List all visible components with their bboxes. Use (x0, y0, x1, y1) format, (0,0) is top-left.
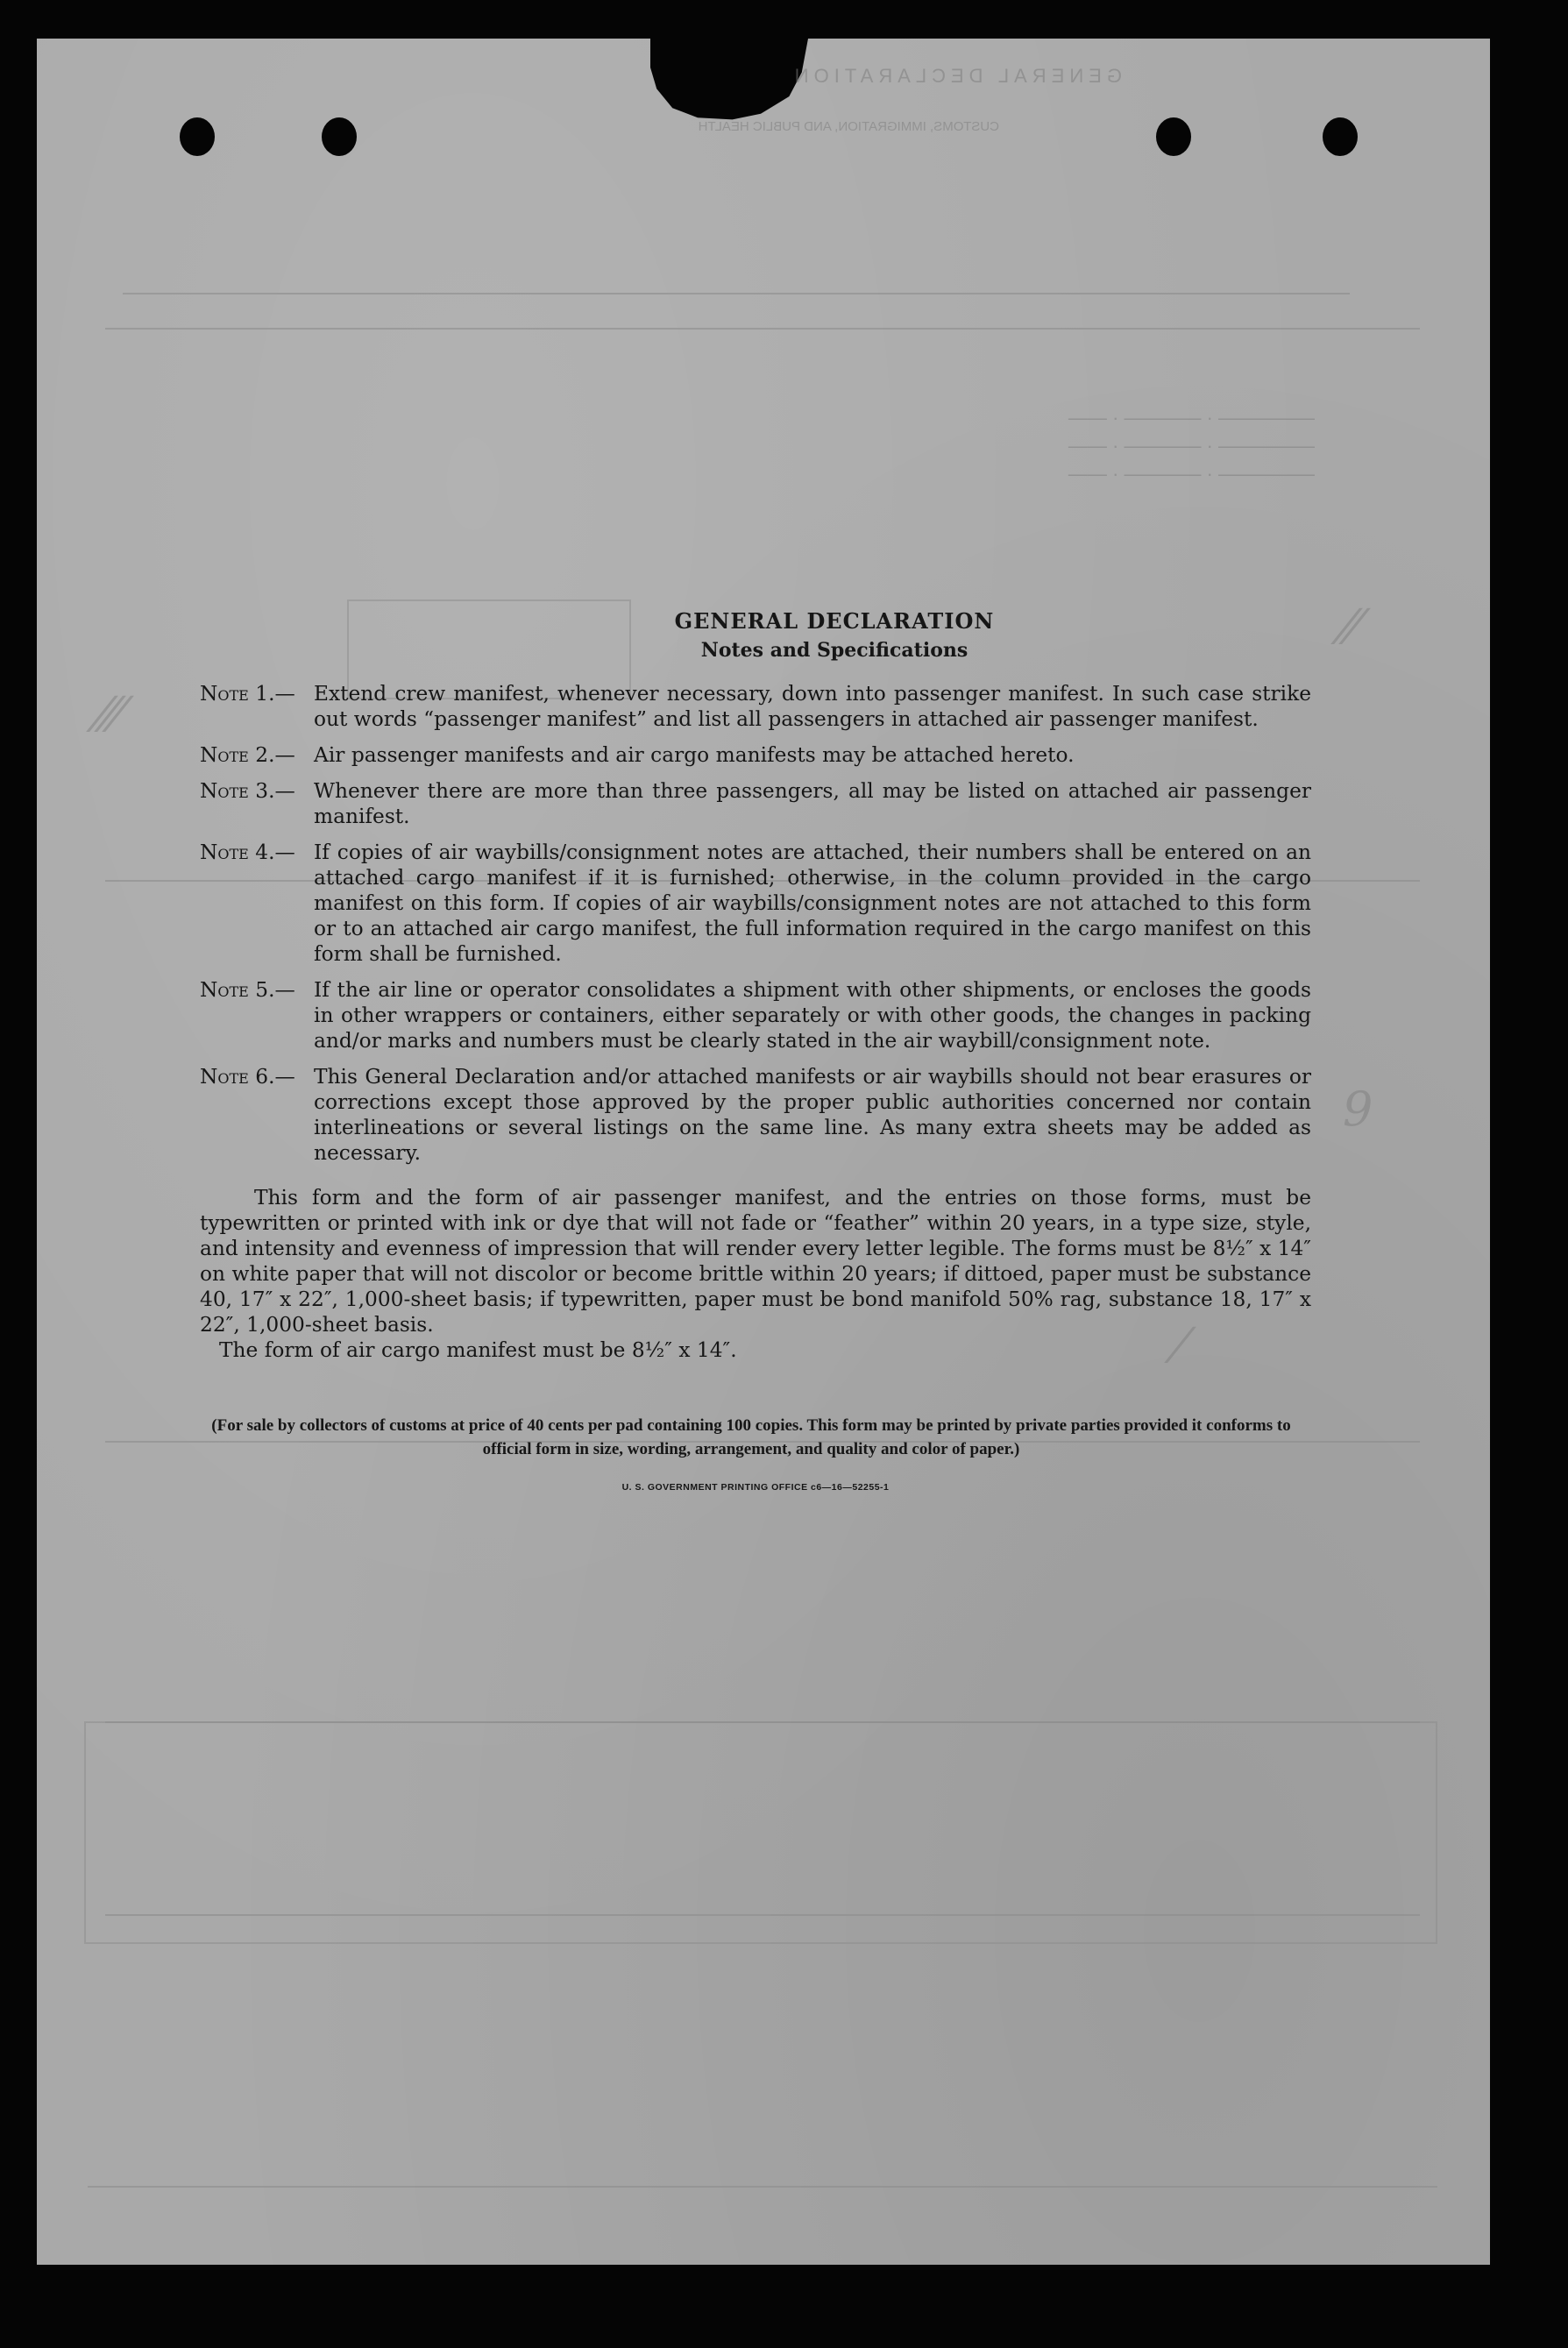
bleed-handwriting: ⁄⁄⁄ (98, 687, 123, 742)
note-text: If the air line or operator consolidates a shipment with other shipments, or encloses the goods in other wrappers or containers, either separately or with other goods, the changes in packing and/or marks and numbers must be clearly stated in the air waybill/consignment note. (314, 978, 1311, 1053)
bleed-handwriting: ⁄⁄ (1343, 599, 1359, 655)
note-6: Note 6.— This General Declaration and/or attached manifests or air waybills should not bear erasures or corrections except those approved by the proper public authorities concerned nor contain interlineations or several listings on the same line. As many extra sheets may be added as necessary. (200, 1065, 1311, 1165)
note-1: Note 1.— Extend crew manifest, whenever necessary, down into passenger manifest. In such case strike out words “passenger manifest” and list all passengers in attached air passenger manifest. (200, 682, 1311, 731)
note-text: Whenever there are more than three passengers, all may be listed on attached air passenger manifest. (314, 779, 1311, 828)
bleed-handwriting: 9 (1343, 1082, 1373, 1137)
note-4: Note 4.— If copies of air waybills/consignment notes are attached, their numbers shall be entered on an attached cargo manifest if it is furnished; otherwise, in the column provided in the cargo manifest on this form. If copies of air waybills/consignment notes are not attached to this form or to an attached air cargo manifest, the full information required in the cargo manifest on this form shall be furnished. (200, 841, 1311, 966)
document-subtitle: Notes and Specifications (700, 639, 968, 662)
note-label: Note 6. (200, 1065, 275, 1089)
note-text: If copies of air waybills/consignment notes are attached, their numbers shall be entered on an attached cargo manifest if it is furnished; otherwise, in the column provided in the cargo manifest on this form. If copies of air waybills/consignment notes are not attached to this form or to an attached air cargo manifest, the full information required in the cargo manifest on this form shall be furnished. (314, 841, 1311, 966)
note-2: Note 2.— Air passenger manifests and air cargo manifests may be attached hereto. (200, 742, 1311, 768)
general-declaration-notes (200, 608, 1311, 1493)
bleed-through: GENERAL DECLARATION CUSTOMS, IMMIGRATION, AND PUBLIC HEALTH ————— · ———— · —— ————— · ———— · —— ————— · ———— · —— (37, 39, 1490, 2265)
note-5: Note 5.— If the air line or operator consolidates a shipment with other shipments, or encloses the goods in other wrappers or containers, either separately or with other goods, the changes in packing and/or marks and numbers must be clearly stated in the air waybill/consignment note. (200, 978, 1311, 1053)
cargo-form-size-line: The form of air cargo manifest must be 8½″ x 14″. (219, 1338, 737, 1362)
bleed-handwriting: ⁄ (1176, 1318, 1185, 1373)
document-title: GENERAL DECLARATION (674, 608, 995, 634)
note-label: Note 1. (200, 682, 275, 706)
note-text: This General Declaration and/or attached manifests or air waybills should not bear erasures or corrections except those approved by the proper public authorities concerned nor contain interlineations or several listings on the same line. As many extra sheets may be added as necessary. (314, 1065, 1311, 1165)
note-label: Note 2. (200, 743, 275, 767)
form-requirements-paragraph: This form and the form of air passenger manifest, and the entries on those forms, must be typewritten or printed with ink or dye that will not fade or “feather” within 20 years, in a type size, style, and intensity and evenness of impression that will render every letter legible. The forms must be 8½″ x 14″ on white paper that will not discolor or become brittle within 20 years; if dittoed, paper must be substance 40, 17″ x 22″, 1,000-sheet basis; if typewritten, paper must be bond manifold 50% rag, substance 18, 17″ x 22″, 1,000-sheet basis. (200, 1186, 1311, 1337)
note-label: Note 4. (200, 841, 275, 864)
note-text: Extend crew manifest, whenever necessary, down into passenger manifest. In such case strike out words “passenger manifest” and list all passengers in attached air passenger manifest. (314, 682, 1311, 731)
printing-office-line: U. S. GOVERNMENT PRINTING OFFICE c6—16—52255-1 (621, 1482, 890, 1493)
sale-notice: (For sale by collectors of customs at price of 40 cents per pad containing 100 copies. This form may be printed by private parties provided it conforms to official form in size, wording, arrangement, and quality and color of paper.) (211, 1416, 1291, 1458)
note-label: Note 5. (200, 978, 275, 1002)
note-3: Note 3.— Whenever there are more than three passengers, all may be listed on attached air passenger manifest. (200, 779, 1311, 828)
note-label: Note 3. (200, 779, 275, 803)
note-text: Air passenger manifests and air cargo manifests may be attached hereto. (314, 743, 1075, 767)
